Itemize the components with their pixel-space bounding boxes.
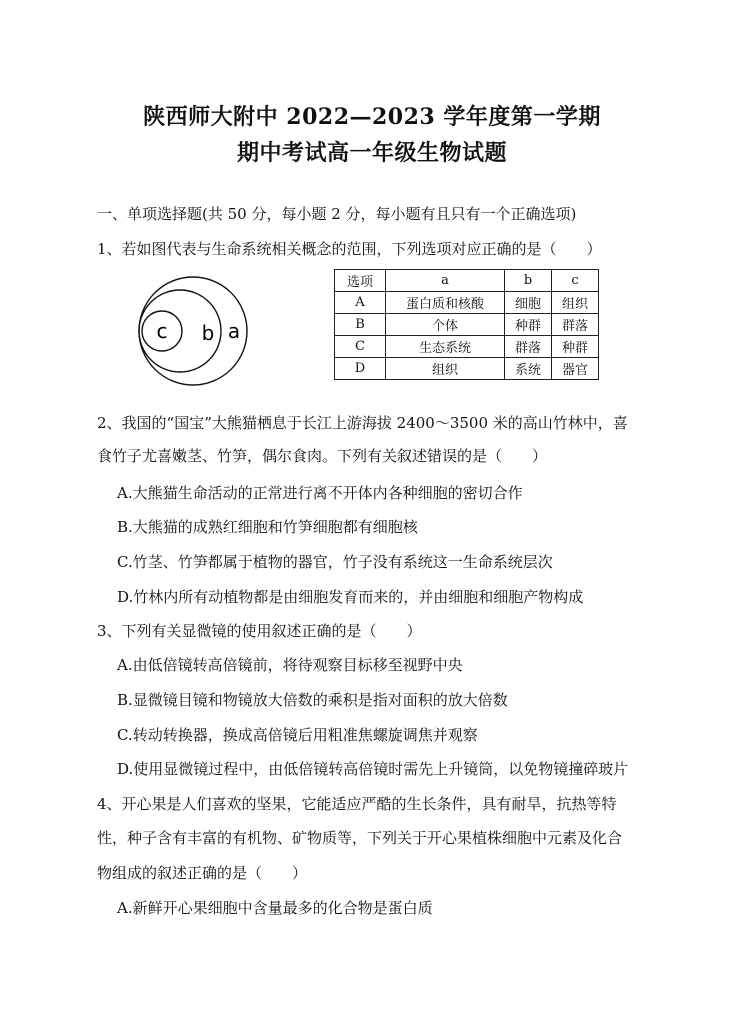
q4-stem-line3: 物组成的叙述正确的是（ ） [97, 864, 308, 882]
table-cell: 群落 [552, 314, 599, 336]
q2-stem-line2: 食竹子尤喜嫩茎、竹笋，偶尔食肉。下列有关叙述错误的是（ ） [97, 447, 548, 465]
table-cell: 生态系统 [386, 336, 505, 358]
table-cell: 个体 [386, 314, 505, 336]
q4-option-a: A.新鲜开心果细胞中含量最多的化合物是蛋白质 [117, 899, 433, 917]
table-cell: 群落 [505, 336, 552, 358]
table-cell: A [335, 292, 386, 314]
table-row [335, 336, 599, 358]
table-cell: 种群 [552, 336, 599, 358]
table-cell: 蛋白质和核酸 [386, 292, 505, 314]
table-cell: 器官 [552, 358, 599, 380]
table-row [335, 292, 599, 314]
table-cell: D [335, 358, 386, 380]
q3-option-d: D.使用显微镜过程中，由低倍镜转高倍镜时需先上升镜筒，以免物镜撞碎玻片 [117, 760, 629, 778]
table-row [335, 314, 599, 336]
q3-option-c: C.转动转换器，换成高倍镜后用粗准焦螺旋调焦并观察 [117, 726, 478, 744]
exam-title-line1: 陕西师大附中 2022—2023 学年度第一学期 [143, 104, 601, 130]
section1-heading: 一、单项选择题(共 50 分，每小题 2 分，每小题有且只有一个正确选项) [97, 205, 577, 223]
q1-stem: 1、若如图代表与生命系统相关概念的范围，下列选项对应正确的是（ ） [97, 240, 602, 258]
venn-diagram [138, 276, 250, 386]
table-row [335, 358, 599, 380]
q3-stem: 3、下列有关显微镜的使用叙述正确的是（ ） [97, 622, 422, 640]
exam-title-line2: 期中考试高一年级生物试题 [236, 140, 507, 166]
q2-option-b: B.大熊猫的成熟红细胞和竹笋细胞都有细胞核 [117, 518, 418, 536]
table-cell: 组织 [386, 358, 505, 380]
table-cell: C [335, 336, 386, 358]
table-header-row [335, 270, 599, 292]
table-header-cell: 选项 [335, 270, 386, 292]
venn-label-b: b [201, 321, 215, 345]
q2-stem-line1: 2、我国的“国宝”大熊猫栖息于长江上游海拔 2400～3500 米的高山竹林中，喜 [97, 414, 628, 432]
q3-option-b: B.显微镜目镜和物镜放大倍数的乘积是指对面积的放大倍数 [117, 691, 508, 709]
table-cell: 种群 [505, 314, 552, 336]
q4-stem-line1: 4、开心果是人们喜欢的坚果，它能适应严酷的生长条件，具有耐旱，抗热等特 [97, 795, 617, 813]
table-cell: 系统 [505, 358, 552, 380]
table-cell: 细胞 [505, 292, 552, 314]
q2-option-d: D.竹林内所有动植物都是由细胞发育而来的，并由细胞和细胞产物构成 [117, 588, 584, 606]
table-cell: 组织 [552, 292, 599, 314]
q1-options-table [334, 269, 599, 380]
q2-option-a: A.大熊猫生命活动的正常进行离不开体内各种细胞的密切合作 [117, 484, 523, 502]
table-header-cell: c [552, 270, 599, 292]
table-cell: B [335, 314, 386, 336]
table-header-cell: b [505, 270, 552, 292]
q2-option-c: C.竹茎、竹笋都属于植物的器官，竹子没有系统这一生命系统层次 [117, 553, 553, 571]
venn-label-a: a [227, 319, 241, 343]
q3-option-a: A.由低倍镜转高倍镜前，将待观察目标移至视野中央 [117, 656, 463, 674]
q4-stem-line2: 性，种子含有丰富的有机物、矿物质等，下列关于开心果植株细胞中元素及化合 [97, 829, 623, 847]
table-header-cell: a [386, 270, 505, 292]
venn-label-c: c [156, 319, 168, 343]
